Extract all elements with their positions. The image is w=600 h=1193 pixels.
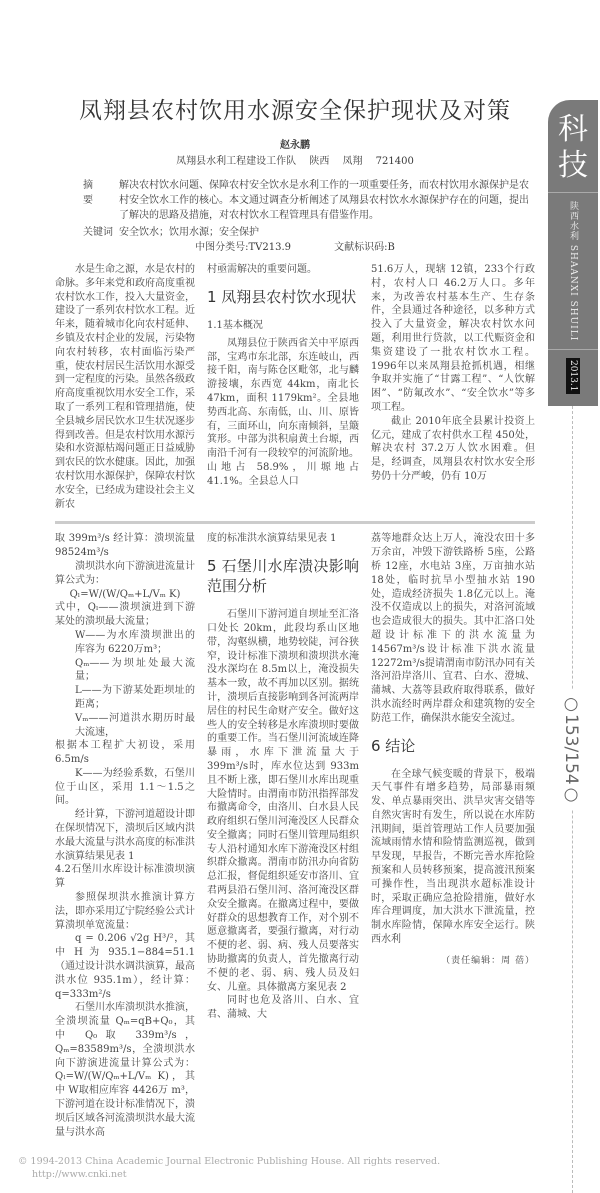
lower-column-1 (55, 532, 195, 1139)
section-heading-5: 5 石堡川水库溃决影响范围分析 (207, 557, 359, 596)
paragraph: Qₗ=W/(W/Qₘ+L/Vₘ K) (69, 588, 181, 600)
copyright-footer (18, 1155, 538, 1193)
page-number: ○153/154○ (560, 690, 582, 809)
upper-column-1 (55, 263, 195, 511)
keywords (83, 225, 535, 240)
section-divider (55, 521, 535, 524)
paragraph: 截止 2010年底全县累计投资上亿元，建成了农村供水工程 450处，解决农村 37.2万人饮水困难。但是，经调查，凤翔县农村饮水安全形势仍十分严峻，仍有 10万 (371, 415, 535, 482)
clc-number: 中图分类号:TV213.9 (195, 242, 291, 253)
paragraph: W——为水库溃坝泄出的库容为 6220万m³； (75, 629, 195, 655)
journal-sidebar-tab (548, 100, 598, 406)
upper-section (55, 263, 535, 511)
paragraph: Vₘ——河道洪水期历时最大流速， (75, 712, 195, 738)
upper-column-2 (207, 263, 359, 489)
affiliation: 凤翔县水利工程建设工作队 陕西 凤翔 721400 (176, 156, 414, 167)
paragraph: 石堡川水库溃坝洪水推演，全溃坝流量 Qₘ=qB+Q₀，其中 Q₀取 339m³/s，Qₘ=83589m³/s，全溃坝洪水向下游演进流量计算公式为：Qₗ=W/(W/Qₘ+L/Vₘ K)，其中 W取相应库容 4426万 m³，下游河道在设计标准情况下，溃坝后区域各河流溃坝洪水最大流量与洪水高 (55, 1002, 195, 1138)
section-heading-6: 6 结论 (371, 736, 416, 755)
paragraph: q = 0.206 √2g H³/²，其中 H 为 935.1−884=51.1（通过设计洪水调洪演算，最高洪水位 935.1m），经计算：q=333m²/s (55, 933, 195, 1000)
paragraph: 4.2石堡川水库设计标准溃坝演算 (55, 864, 195, 890)
paragraph: 村亟需解决的重要问题。 (207, 264, 317, 275)
paragraph: K——为经验系数，石堡川位于山区，采用 1.1～1.5之间。 (55, 767, 195, 807)
paragraph: Qₘ——为坝址处最大流量； (75, 657, 195, 683)
lower-column-3 (371, 532, 535, 968)
sidebar-divider (548, 349, 598, 350)
issue-label: 2013.1 (568, 360, 578, 392)
paragraph: 同时也危及洛川、白水、宜君、蒲城、大 (207, 995, 359, 1021)
abstract-label: 摘 要 (83, 180, 99, 206)
paragraph: L——为下游某处距坝址的距离； (75, 685, 195, 710)
paragraph: 在全球气候变暖的背景下，极端天气事件有增多趋势，局部暴雨频发、单点暴雨突出、洪旱灾害交错等自然灾害时有发生，所以说在水库防汛期间，渠首管理站工作人员要加强流域雨情水情和险情监测巡视，做到早发现，早报告，不断完善水库抢险预案和人员转移预案，提高渡汛预案可操作性，当出现洪水超标准设计时，采取正确应急抢险措施，做好水库合理调度，加大洪水下泄流量，控制水库险情，保障水库安全运行。陕西水利 (371, 768, 535, 946)
paragraph: 式中，Qₗ——溃坝演进到下游某处的溃坝最大流量； (55, 602, 195, 628)
lower-section (55, 532, 535, 1139)
paragraph: 参照保坝洪水推演计算方法，即亦采用辽宁院经验公式计算溃坝单宽流量： (55, 892, 195, 931)
subsection-heading-1-1: 1.1基本概况 (207, 319, 263, 331)
journal-name: 陕西水利 SHAANXI SHUILI (568, 201, 578, 342)
copyright-text: © 1994-2013 China Academic Journal Electronic Publishing House. All rights reserved. (18, 1156, 441, 1168)
category-label: 科技 (558, 112, 588, 183)
article-title: 凤翔县农村饮用水源安全保护现状及对策 (79, 98, 511, 124)
paragraph: 溃坝洪水向下游演进流量计算公式为： (55, 560, 195, 586)
paragraph: 经计算，下游河道超设计即在保坝情况下，溃坝后区域内洪水最大流量与洪水高度的标准洪水演算结果见表 1 (55, 809, 195, 862)
section-heading-1: 1 凤翔县农村饮水现状 (207, 287, 357, 306)
paragraph: 取 399m³/s 经计算：溃坝流量 98524m³/s (55, 533, 195, 559)
document-code: 文献标识码:B (334, 242, 395, 253)
classification (55, 240, 535, 255)
paragraph: 石堡川下游河道自坝址至汇洛口处长 20km，此段均系山区地带，沟壑纵横，地势较陡，河谷狭窄，设计标准下溃坝和溃坝洪水淹没水深均在 8.5m以上，淹没损失基本一致，故不再加以区别。据统计，溃坝后直接影响到各河流两岸居住的村民生命财产安全。做好这些人的安全转移是水库溃坝时要做的重要工作。当石堡川河流域连降暴雨，水库下泄流量大于 399m³/s时，库水位达到 933m且不断上涨，即石堡川水库出现重大险情时。由渭南市防汛指挥部发布撤离命令，由洛川、白水县人民政府组织石堡川河淹没区人民群众安全撤离；同时石堡川管理局组织专人沿村通知水库下游淹没区村组织群众撤离。渭南市防汛办向省防总汇报，督促组织延安市洛川、宜君两县沿石堡川河、洛河淹没区群众安全撤离。在撤离过程中，要做好群众的思想教育工作，对个别不愿意撤离者，要强行撤离，对行动不便的老、弱、病、残人员要落实协助撤离的负责人，首先撤离行动不便的老、弱、病、残人员及妇女、儿童。具体撤离方案见表 2 (207, 609, 359, 993)
sidebar-divider (548, 192, 598, 193)
abstract-text: 解决农村饮水问题、保障农村安全饮水是水利工作的一项重要任务，而农村饮用水源保护是农村安全饮水工作的核心。本文通过调查分析阐述了凤翔县农村饮水水源保护存在的问题，提出了解决的思路及措施，对农村饮水工程管理具有借鉴作用。 (119, 180, 529, 221)
paragraph: 度的标准洪水演算结果见表 1 (207, 533, 337, 545)
abstract (83, 178, 535, 223)
keywords-label: 关键词 (83, 227, 113, 238)
lower-column-2 (207, 532, 359, 1022)
paragraph: 荔等地群众达上万人，淹没农田十多万余亩，冲毁下游铁路桥 5座，公路桥 12座，水电站 3座，万亩抽水站 18处，临时抗旱小型抽水站 190处，造成经济损失 1.8亿元以上。淹没不仅造成以上的损失，对洛河流域也会造成很大的损失。其中汇洛口处超设计标准下的洪水流量为 14567m³/s设计标准下洪水流量 12272m³/s提请渭南市防汛办同有关洛河沿岸洛川、宜君、白水、澄城、蒲城、大荔等县政府取得联系，做好洪水流经时两岸群众和建筑物的安全防范工作，确保洪水能安全流过。 (371, 533, 535, 724)
paragraph: 51.6万人，现辖 12镇，233个行政村，农村人口 46.2万人口。多年来，为改善农村基本生产、生存条件，全县通过各种途径，以多种方式投入了大量资金，解决农村饮水问题，利用世行贷款，以工代赈资金和集资建设了一批农村饮水工程。1996年以来凤翔县抢抓机遇，相继争取并实施了“甘露工程”、“人饮解困”、“防氟改水”、“安全饮水”等多项工程。 (371, 264, 535, 413)
paragraph: 水是生命之源，水是农村的命脉。多年来党和政府高度重视农村饮水工作，投入大量资金，建设了一系列农村饮水工程。近年来，随着城市化向农村延伸、乡镇及农村企业的发展，污染物向农村转移，农村面临污染严重，使农村居民生活饮用水源受到一定程度的污染。虽然各级政府高度重视饮用水安全工作，采取了一系列工程和管理措施，使全县城乡居民饮水卫生状况逐步得到改善。但是农村饮用水源污染和水资源枯竭问题正日益威胁到农民的饮水健康。因此，加强农村饮用水源保护，保障农村饮水安全，已经成为建设社会主义新农 (55, 264, 195, 510)
author: 赵永鹏 (280, 140, 310, 151)
paragraph: 凤翔县位于陕西省关中平原西部，宝鸡市东北部，东连岐山，西接千阳，南与陈仓区毗邻，北与麟游接壤，东西宽 44km，南北长 47km，面积 1179km²。全县地势西北高、东南低，山、川、原皆有，三面环山，向东南倾斜，呈簸箕形。中部为洪积扇黄土台塬，西南沿千河有一段较窄的河流阶地。山地占 58.9%，川塬地占 41.1%。全县总人口 (207, 337, 359, 487)
upper-column-3 (371, 263, 535, 484)
cnki-link[interactable]: http://www.cnki.net (32, 1169, 127, 1181)
keywords-text: 安全饮水；饮用水源；安全保护 (119, 227, 259, 238)
article-page (55, 0, 535, 1149)
responsible-editor: （责任编辑：周 蓓） (441, 955, 535, 966)
paragraph: 根据本工程扩大初设，采用 6.5m/s (55, 740, 195, 766)
